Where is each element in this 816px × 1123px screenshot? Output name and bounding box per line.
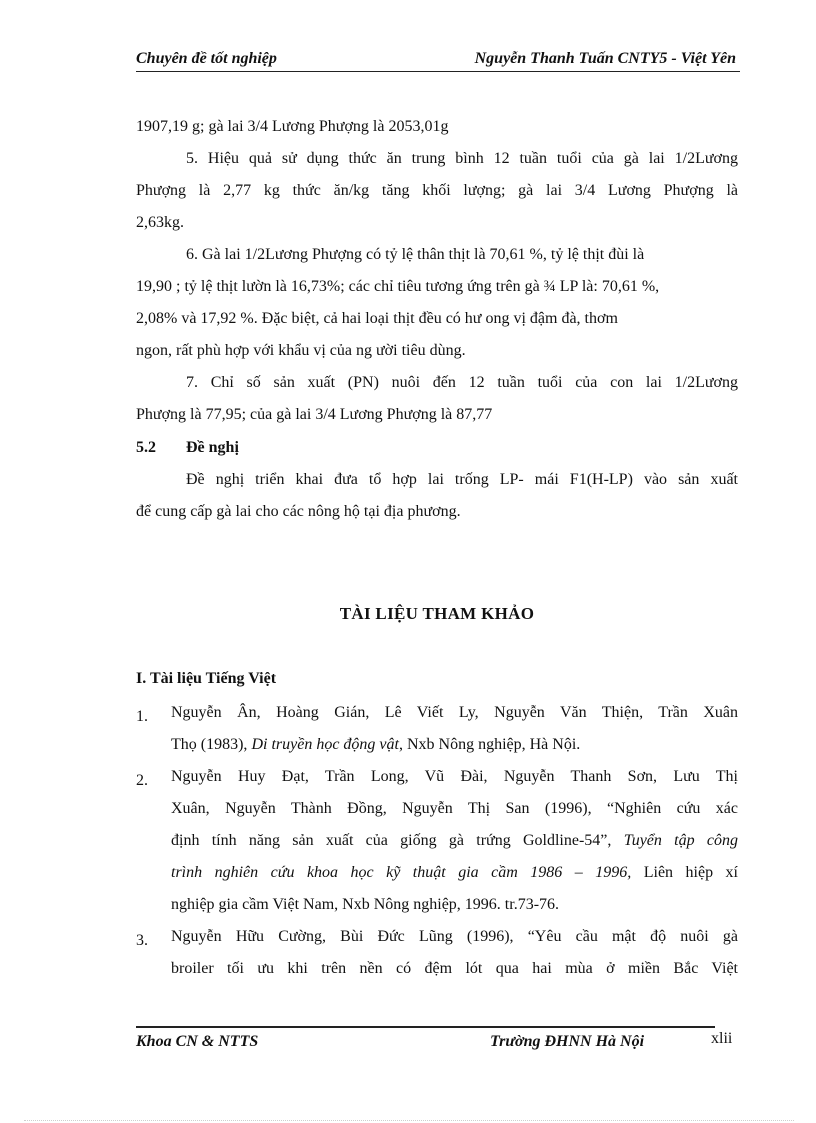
body-line: để cung cấp gà lai cho các nông hộ tại địa phương. — [136, 503, 461, 520]
body-line: 7. Chỉ số sản xuất (PN) nuôi đến 12 tuần tuổi của con lai 1/2Lương — [186, 374, 738, 391]
header-left: Chuyên đề tốt nghiệp — [136, 50, 277, 67]
reference-number: 1. — [136, 708, 148, 725]
page-edge — [24, 1120, 794, 1121]
references-section-heading: I. Tài liệu Tiếng Việt — [136, 670, 277, 687]
reference-line: nghiệp gia cầm Việt Nam, Nxb Nông nghiệp, 1996. tr.73-76. — [171, 896, 560, 913]
page-header — [136, 50, 740, 72]
body-line: Phượng là 77,95; của gà lai 3/4 Lương Phượng là 87,77 — [136, 406, 493, 423]
body-line: 2,08% và 17,92 %. Đặc biệt, cả hai loại thịt đều có hư ong vị đậm đà, thơm — [136, 310, 618, 327]
references-title: TÀI LIỆU THAM KHẢO — [339, 604, 535, 623]
body-line: Phượng là 2,77 kg thức ăn/kg tăng khối lượng; gà lai 3/4 Lương Phượng là — [136, 182, 738, 199]
body-line: 1907,19 g; gà lai 3/4 Lương Phượng là 2053,01g — [136, 118, 449, 135]
reference-line: trình nghiên cứu khoa học kỹ thuật gia cầm 1986 – 1996, Liên hiệp xí — [171, 864, 739, 881]
body-line: 5. Hiệu quả sử dụng thức ăn trung bình 12 tuần tuổi của gà lai 1/2Lương — [186, 150, 738, 167]
reference-line: broiler tối ưu khi trên nền có đệm lót qua hai mùa ở miền Bắc Việt — [171, 960, 738, 977]
header-right: Nguyễn Thanh Tuấn CNTY5 - Việt Yên — [474, 50, 736, 67]
reference-line: Thọ (1983), Di truyền học động vật, Nxb Nông nghiệp, Hà Nội. — [171, 736, 581, 753]
reference-line: Xuân, Nguyễn Thành Đồng, Nguyễn Thị San (1996), “Nghiên cứu xác — [171, 800, 738, 817]
section-heading: Đề nghị — [186, 439, 239, 456]
body-line: ngon, rất phù hợp với khẩu vị của ng ười tiêu dùng. — [136, 342, 466, 359]
footer-left: Khoa CN & NTTS — [136, 1033, 259, 1050]
reference-number: 2. — [136, 772, 148, 789]
reference-line: định tính năng sản xuất của giống gà trứng Goldline-54”, Tuyển tập công — [171, 832, 739, 849]
footer-right: Trường ĐHNN Hà Nội — [490, 1033, 645, 1050]
body-line: 19,90 ; tỷ lệ thịt lườn là 16,73%; các chỉ tiêu tương ứng trên gà ¾ LP là: 70,61 %, — [136, 278, 660, 295]
body-line: Đề nghị triển khai đưa tổ hợp lai trống LP- mái F1(H-LP) vào sản xuất — [186, 471, 738, 488]
section-number: 5.2 — [136, 439, 156, 456]
reference-line: Nguyễn Hữu Cường, Bùi Đức Lũng (1996), “Yêu cầu mật độ nuôi gà — [171, 928, 738, 945]
footer-rule — [136, 1026, 715, 1028]
reference-line: Nguyễn Ân, Hoàng Gián, Lê Viết Ly, Nguyễn Văn Thiện, Trần Xuân — [171, 704, 738, 721]
reference-line: Nguyễn Huy Đạt, Trần Long, Vũ Đài, Nguyễn Thanh Sơn, Lưu Thị — [171, 768, 738, 785]
body-line: 2,63kg. — [136, 214, 184, 231]
page-number: xlii — [711, 1030, 733, 1047]
body-line: 6. Gà lai 1/2Lương Phượng có tỷ lệ thân thịt là 70,61 %, tỷ lệ thịt đùi là — [186, 246, 645, 263]
reference-number: 3. — [136, 932, 148, 949]
header-rule — [136, 71, 740, 72]
